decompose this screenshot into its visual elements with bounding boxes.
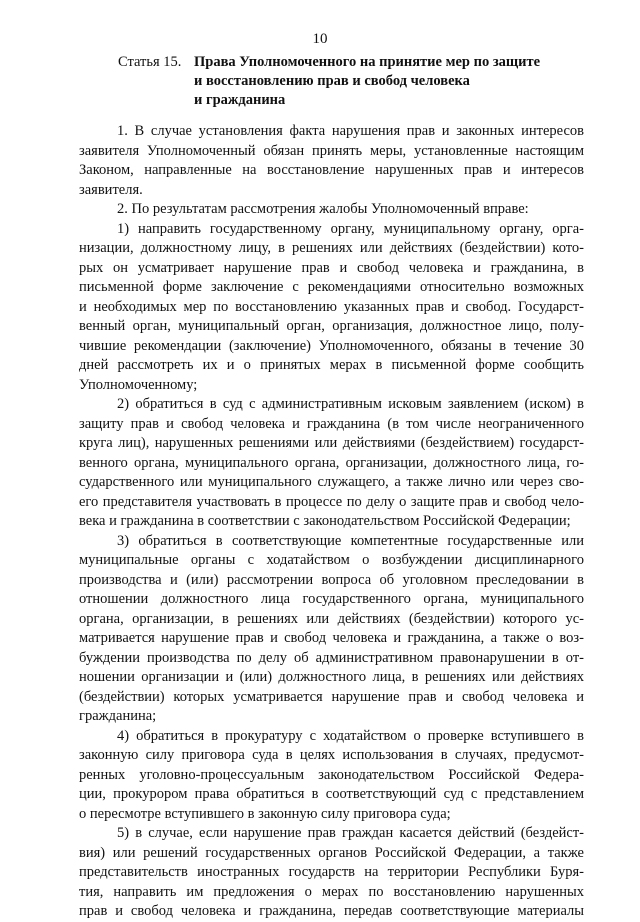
paragraph-line: круга лиц), нарушенных решениями или действиями (бездействием) государст- bbox=[79, 435, 584, 451]
paragraph bbox=[79, 220, 584, 396]
paragraph-line: органа, организации, в решениях или действиях (бездействии) которого ус- bbox=[79, 610, 584, 627]
paragraph-line: производства и (или) рассмотрении вопроса об уголовном преследовании в bbox=[79, 571, 584, 588]
paragraph-line: гражданина; bbox=[79, 708, 157, 724]
paragraph-line: венного органа, муниципального органа, организации, должностного лица, го- bbox=[79, 454, 584, 471]
paragraph-line: века и гражданина в соответствии с законодательством Российской Федерации; bbox=[79, 513, 571, 529]
paragraph bbox=[79, 395, 584, 532]
paragraph-line: Уполномоченному; bbox=[79, 376, 198, 393]
paragraph-line: ренных уголовно-процессуальным законодательством Российской Федера- bbox=[79, 766, 584, 783]
paragraph-line: вия) или решений государственных органов Российской Федерации, а также bbox=[79, 844, 584, 861]
article-heading bbox=[118, 53, 588, 110]
article-body bbox=[79, 122, 584, 922]
paragraph-line: прав и свобод человека и гражданина, передав соответствующие материалы bbox=[79, 903, 584, 919]
paragraph-line: его представителя участвовать в процессе по делу о защите прав и свобод чело- bbox=[79, 493, 584, 510]
article-label: Статья 15. bbox=[118, 54, 182, 70]
paragraph-line: о пересмотре вступившего в законную силу приговора суда; bbox=[79, 805, 451, 822]
page-number: 10 bbox=[312, 31, 328, 47]
paragraph-line: дней рассмотреть их и о принятых мерах в письменной форме сообщить bbox=[79, 357, 584, 373]
paragraph bbox=[79, 727, 584, 825]
paragraph-line: ции, прокурором права обратиться в соответствующий суд с представлением bbox=[79, 786, 584, 802]
paragraph bbox=[79, 532, 584, 727]
paragraph-line: 2. По результатам рассмотрения жалобы Уполномоченный вправе: bbox=[117, 201, 529, 217]
article-title-line: и восстановлению прав и свобод человека bbox=[194, 73, 470, 89]
paragraph-line: письменной форме заключение с рекомендациями относительно возможных bbox=[79, 279, 584, 295]
paragraph bbox=[79, 824, 584, 922]
paragraph-line: законную силу приговора суда в целях использования в случаях, предусмот- bbox=[79, 747, 584, 763]
paragraph-line: сударственного или муниципального служащего, а также лично или через сво- bbox=[79, 474, 584, 490]
paragraph-line: буждении производства по делу об административном правонарушении в от- bbox=[79, 649, 584, 666]
paragraph-line: венный орган, муниципальный орган, организация, должностное лицо, полу- bbox=[79, 318, 584, 334]
paragraph-line: матривается нарушение прав и свобод человека и гражданина, а также о воз- bbox=[79, 630, 584, 646]
paragraph-line: 1. В случае установления факта нарушения прав и законных интересов bbox=[117, 123, 584, 139]
paragraph bbox=[79, 122, 584, 200]
paragraph-line: и необходимых мер по восстановлению указанных прав и свобод. Государст- bbox=[79, 298, 584, 315]
paragraph-line: 4) обратиться в прокуратуру с ходатайством о проверке вступившего в bbox=[117, 727, 584, 744]
paragraph-line: представительств иностранных государств на территории Республики Буря- bbox=[79, 864, 584, 880]
article-title-line: Права Уполномоченного на принятие мер по защите bbox=[194, 54, 541, 70]
paragraph-line: низации, должностному лицу, в решениях или действиях (бездействии) кото- bbox=[79, 240, 584, 256]
paragraph-line: 3) обратиться в соответствующие компетентные государственные или bbox=[117, 532, 584, 549]
paragraph-line: заявителя Уполномоченный обязан принять меры, установленные настоящим bbox=[79, 142, 584, 159]
paragraph-line: муниципальные органы с ходатайством о возбуждении дисциплинарного bbox=[79, 552, 584, 568]
paragraph-line: тия, направить им предложения о мерах по восстановлению нарушенных bbox=[79, 883, 584, 900]
paragraph-line: рых он усматривает нарушение прав и свобод человека и гражданина, в bbox=[79, 259, 584, 276]
paragraph-line: заявителя. bbox=[79, 181, 143, 198]
paragraph-line: ношении организации и (или) должностного лица, в решениях или действиях bbox=[79, 669, 584, 685]
paragraph-line: защиту прав и свобод человека и гражданина (в том числе неограниченного bbox=[79, 415, 584, 432]
article-title bbox=[194, 53, 588, 110]
paragraph-line: отношении должностного лица государственного органа, муниципального bbox=[79, 591, 584, 607]
paragraph-line: 1) направить государственному органу, муниципальному органу, орга- bbox=[117, 220, 584, 237]
paragraph-line: 5) в случае, если нарушение прав граждан касается действий (бездейст- bbox=[117, 825, 584, 841]
article-title-line: и гражданина bbox=[194, 92, 286, 108]
paragraph-line: 2) обратиться в суд с административным исковым заявлением (иском) в bbox=[117, 396, 584, 412]
paragraph-line: (бездействии) которых усматривается нарушение прав и свобод человека и bbox=[79, 688, 584, 705]
paragraph-line: чившие рекомендации (заключение) Уполномоченного, обязаны в течение 30 bbox=[79, 337, 584, 354]
paragraph bbox=[79, 200, 584, 220]
paragraph-line: Законом, направленные на восстановление нарушенных прав и интересов bbox=[79, 162, 584, 178]
